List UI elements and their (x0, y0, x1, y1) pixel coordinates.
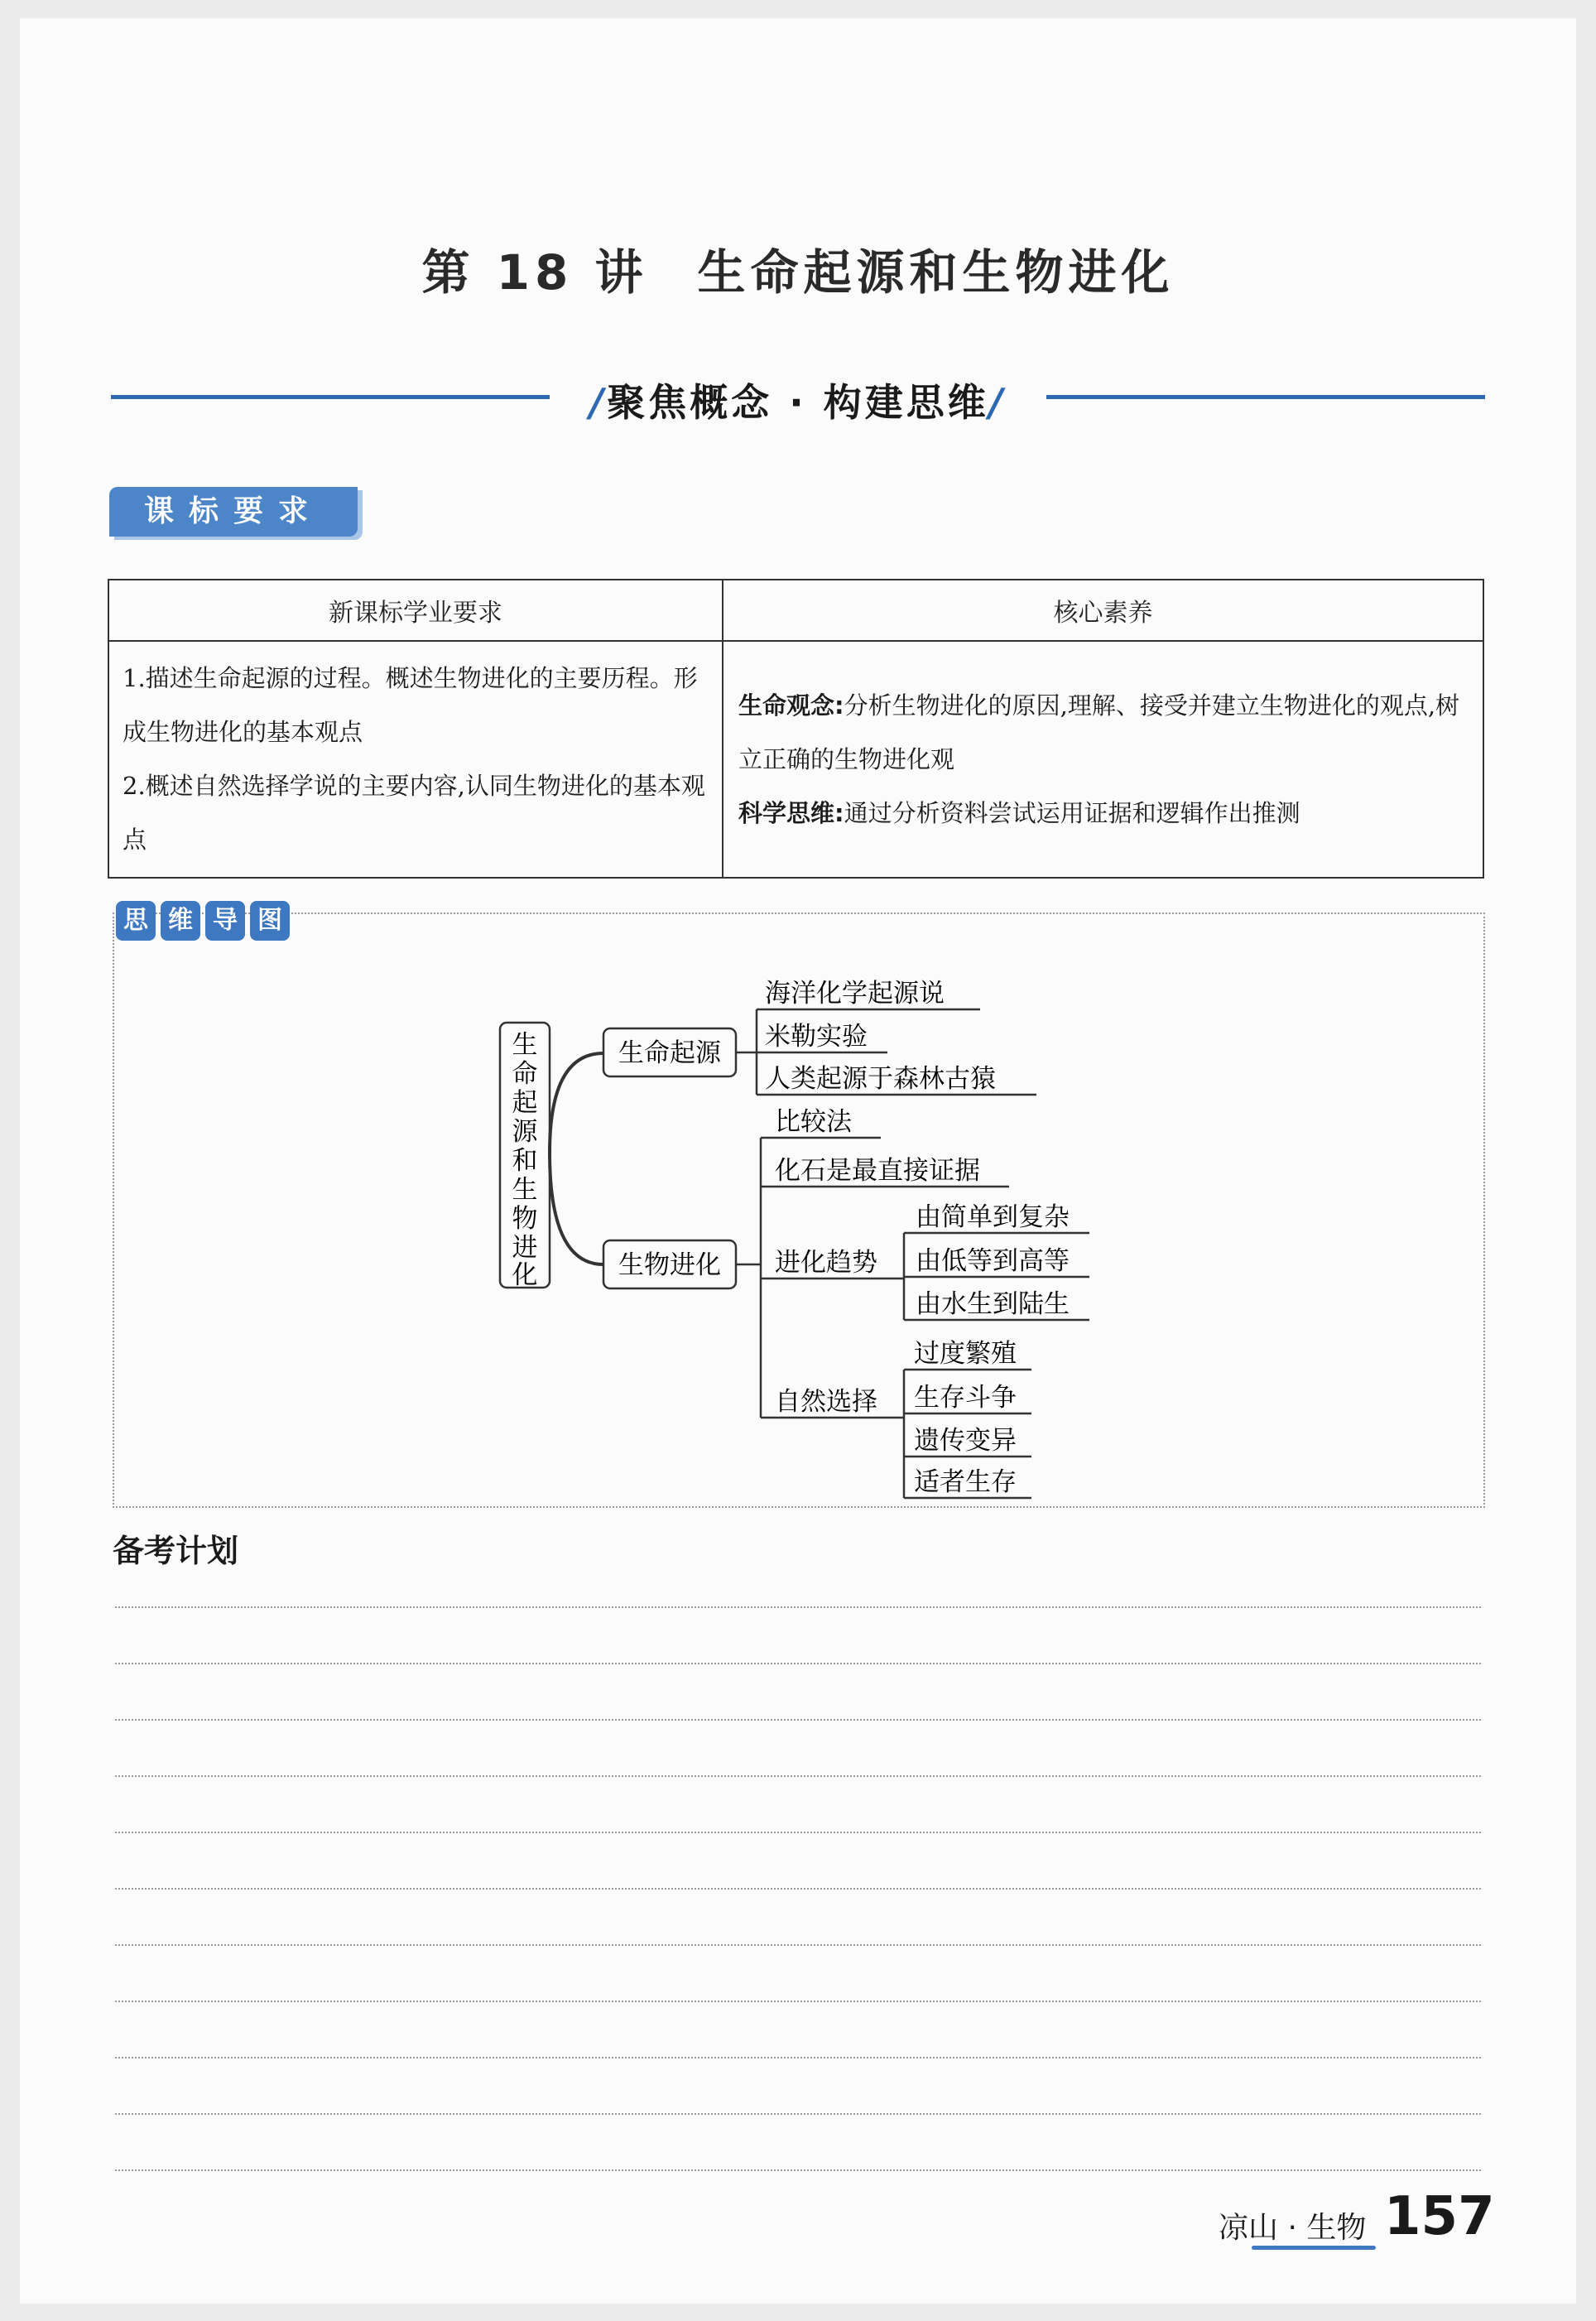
mindmap-diagram (20, 18, 1576, 2304)
root-char: 物 (512, 1204, 538, 1234)
footer-underline (1252, 2246, 1376, 2250)
writing-line (115, 1888, 1481, 1890)
writing-line (115, 1606, 1481, 1608)
writing-line (115, 2001, 1481, 2002)
trend-item: 由简单到复杂 (916, 1202, 1070, 1232)
origin-item: 米勒实验 (765, 1022, 868, 1052)
literacy-text: 通过分析资料尝试运用证据和逻辑作出推测 (844, 798, 1300, 827)
footer-label: 凉山 · 生物 (1219, 2211, 1367, 2245)
literacy-label: 科学思维: (738, 798, 844, 827)
origin-node-label: 生命起源 (618, 1038, 721, 1068)
trend-label: 进化趋势 (775, 1248, 877, 1278)
requirement-item-1: 1.描述生命起源的过程。概述生物进化的主要历程。形成生物进化的基本观点 (123, 664, 698, 746)
tag-char: 维 (161, 901, 200, 941)
trend-item: 由水生到陆生 (916, 1289, 1070, 1319)
root-char: 进 (512, 1233, 538, 1263)
root-char: 生 (512, 1175, 538, 1205)
writing-line (115, 1719, 1481, 1721)
writing-line (115, 2113, 1481, 2115)
literacy-text: 分析生物进化的原因,理解、接受并建立生物进化的观点,树立正确的生物进化观 (738, 691, 1460, 773)
table-header-right: 核心素养 (723, 580, 1483, 641)
selection-label: 自然选择 (775, 1387, 877, 1417)
lecture-number: 第 18 讲 (421, 244, 648, 301)
root-char: 源 (512, 1117, 538, 1147)
root-char: 生 (512, 1030, 538, 1060)
origin-item: 人类起源于森林古猿 (765, 1064, 996, 1094)
writing-line (115, 1944, 1481, 1946)
writing-line (115, 1832, 1481, 1833)
banner-text: 聚焦概念 · 构建思维 (607, 380, 989, 425)
tag-char: 图 (250, 901, 290, 941)
page (20, 18, 1576, 2304)
slash-decoration-left: / (589, 380, 608, 425)
literacy-label: 生命观念: (738, 691, 844, 720)
writing-line (115, 2169, 1481, 2171)
root-char: 和 (512, 1146, 538, 1176)
evolution-node-label: 生物进化 (618, 1250, 721, 1280)
tag-standard: 课标要求 (109, 487, 358, 537)
evolution-item: 化石是最直接证据 (775, 1156, 980, 1186)
writing-line (115, 1663, 1481, 1664)
evolution-item: 比较法 (775, 1107, 852, 1137)
requirement-item-2: 2.概述自然选择学说的主要内容,认同生物进化的基本观点 (123, 772, 705, 854)
root-brace (550, 1053, 603, 1264)
selection-item: 生存斗争 (914, 1383, 1017, 1413)
tag-char: 导 (205, 901, 245, 941)
writing-line (115, 1775, 1481, 1777)
writing-line (115, 2057, 1481, 2059)
root-char: 起 (512, 1088, 538, 1118)
origin-item: 海洋化学起源说 (765, 979, 945, 1009)
selection-item: 适者生存 (914, 1467, 1017, 1497)
selection-item: 过度繁殖 (914, 1339, 1017, 1369)
plan-title: 备考计划 (113, 1533, 239, 1569)
selection-item: 遗传变异 (914, 1426, 1017, 1456)
slash-decoration-right: / (988, 380, 1007, 425)
page-number: 157 (1384, 2186, 1495, 2247)
table-header-left: 新课标学业要求 (108, 580, 723, 641)
root-char: 命 (512, 1059, 538, 1089)
lecture-topic: 生命起源和生物进化 (697, 244, 1175, 301)
root-char: 化 (512, 1260, 538, 1290)
tag-char: 思 (116, 901, 156, 941)
trend-item: 由低等到高等 (916, 1246, 1070, 1276)
